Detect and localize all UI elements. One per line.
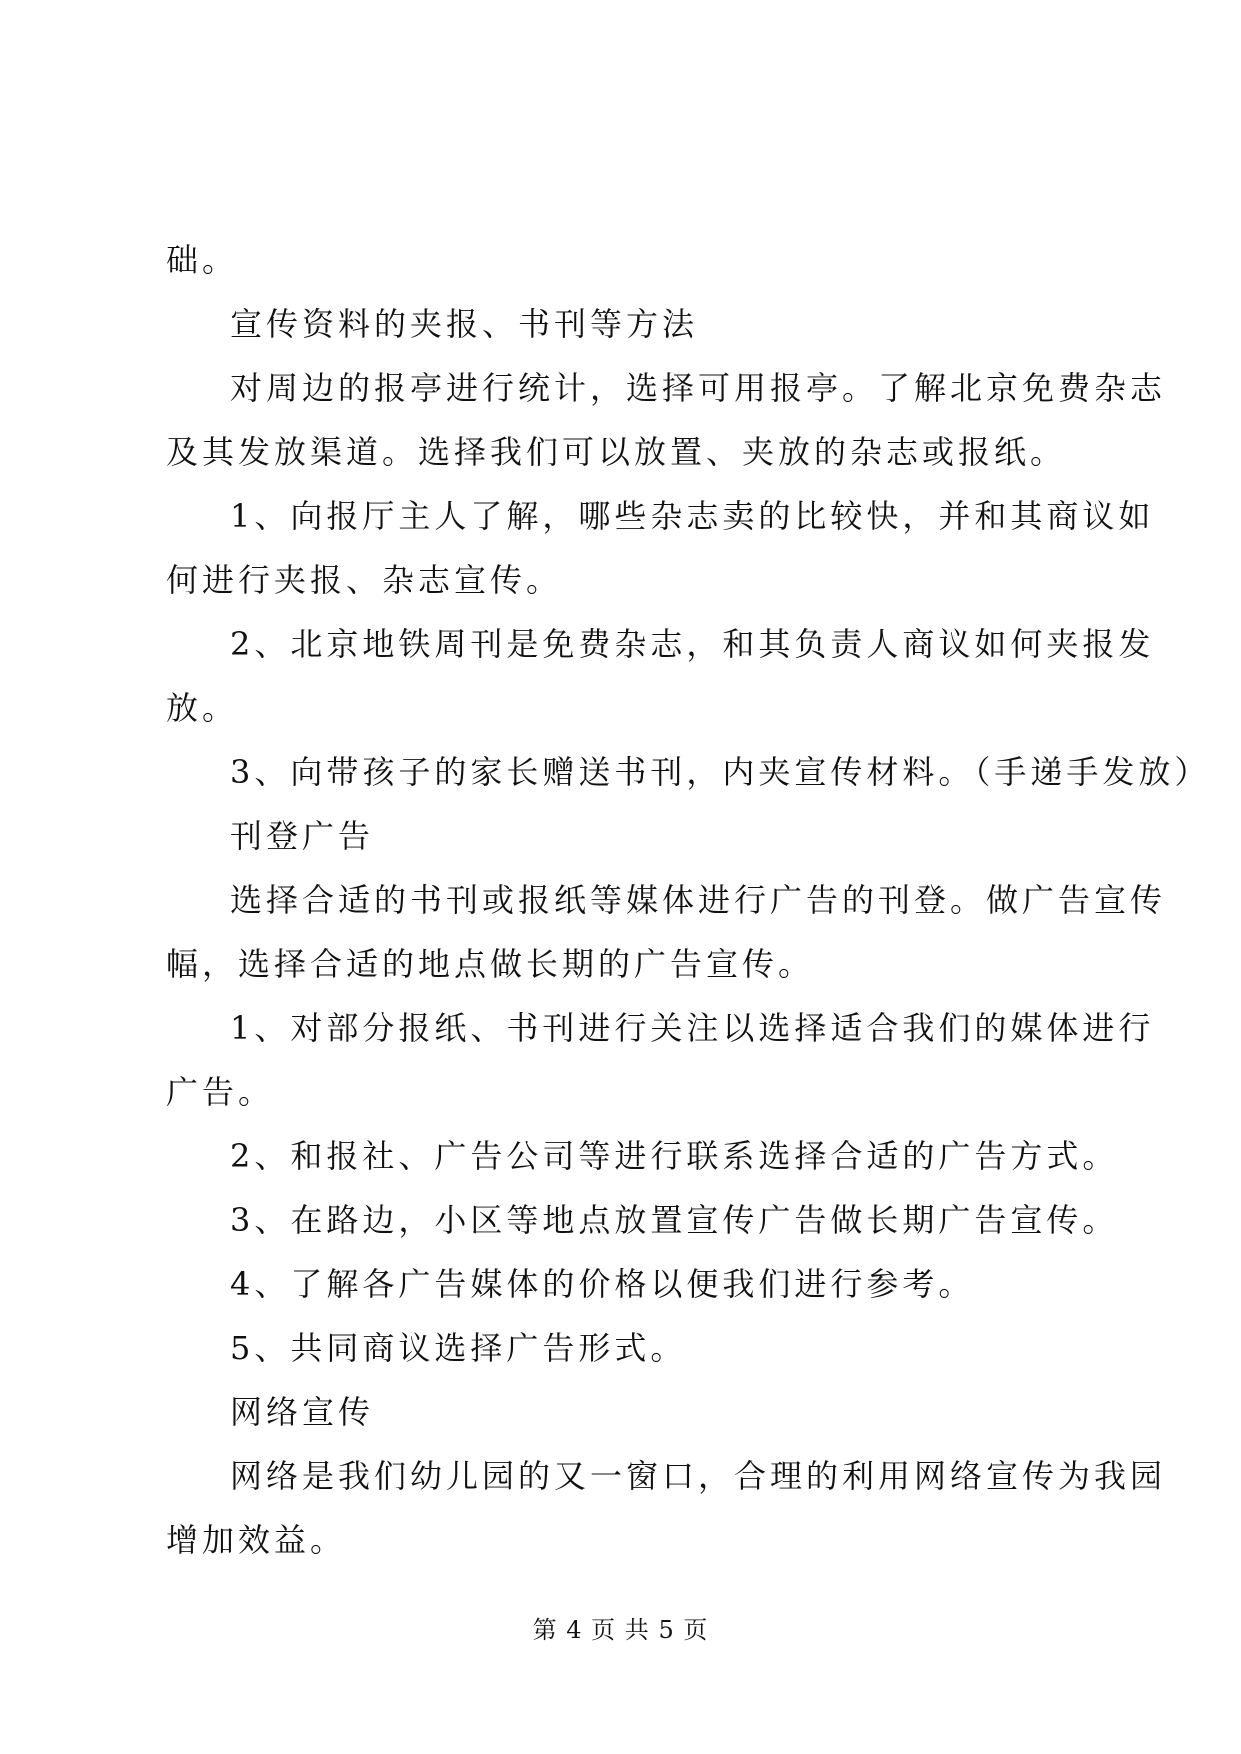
list-item-2-line-1: 2、北京地铁周刊是免费杂志，和其负责人商议如何夹报发 — [230, 625, 1155, 663]
ad-list-item-1-line-2: 广告。 — [166, 1073, 275, 1111]
section-heading-advertising: 刊登广告 — [230, 817, 375, 855]
ad-list-item-3: 3、在路边，小区等地点放置宣传广告做长期广告宣传。 — [230, 1201, 1119, 1239]
section-heading-flyer-methods: 宣传资料的夹报、书刊等方法 — [230, 305, 699, 343]
list-item-1-line-2: 何进行夹报、杂志宣传。 — [166, 561, 563, 599]
section-heading-online: 网络宣传 — [230, 1393, 375, 1431]
text-line-12: 幅，选择合适的地点做长期的广告宣传。 — [166, 945, 815, 983]
list-item-2-line-2: 放。 — [166, 689, 239, 727]
text-line-20: 网络是我们幼儿园的又一窗口，合理的利用网络宣传为我园 — [230, 1457, 1167, 1495]
ad-list-item-5: 5、共同商议选择广告形式。 — [230, 1329, 687, 1367]
text-line-1: 础。 — [166, 241, 239, 279]
text-line-3: 对周边的报亭进行统计，选择可用报亭。了解北京免费杂志 — [230, 369, 1167, 407]
text-line-11: 选择合适的书刊或报纸等媒体进行广告的刊登。做广告宣传 — [230, 881, 1167, 919]
ad-list-item-1-line-1: 1、对部分报纸、书刊进行关注以选择适合我们的媒体进行 — [230, 1009, 1155, 1047]
text-line-4: 及其发放渠道。选择我们可以放置、夹放的杂志或报纸。 — [166, 433, 1067, 471]
list-item-1-line-1: 1、向报厅主人了解，哪些杂志卖的比较快，并和其商议如 — [230, 497, 1155, 535]
text-line-21: 增加效益。 — [166, 1521, 347, 1559]
list-item-3: 3、向带孩子的家长赠送书刊，内夹宣传材料。（手递手发放） — [230, 753, 1211, 791]
ad-list-item-4: 4、了解各广告媒体的价格以便我们进行参考。 — [230, 1265, 975, 1303]
document-body — [166, 228, 1211, 1572]
page-footer: 第 4 页 共 5 页 — [532, 1616, 709, 1644]
ad-list-item-2: 2、和报社、广告公司等进行联系选择合适的广告方式。 — [230, 1137, 1119, 1175]
